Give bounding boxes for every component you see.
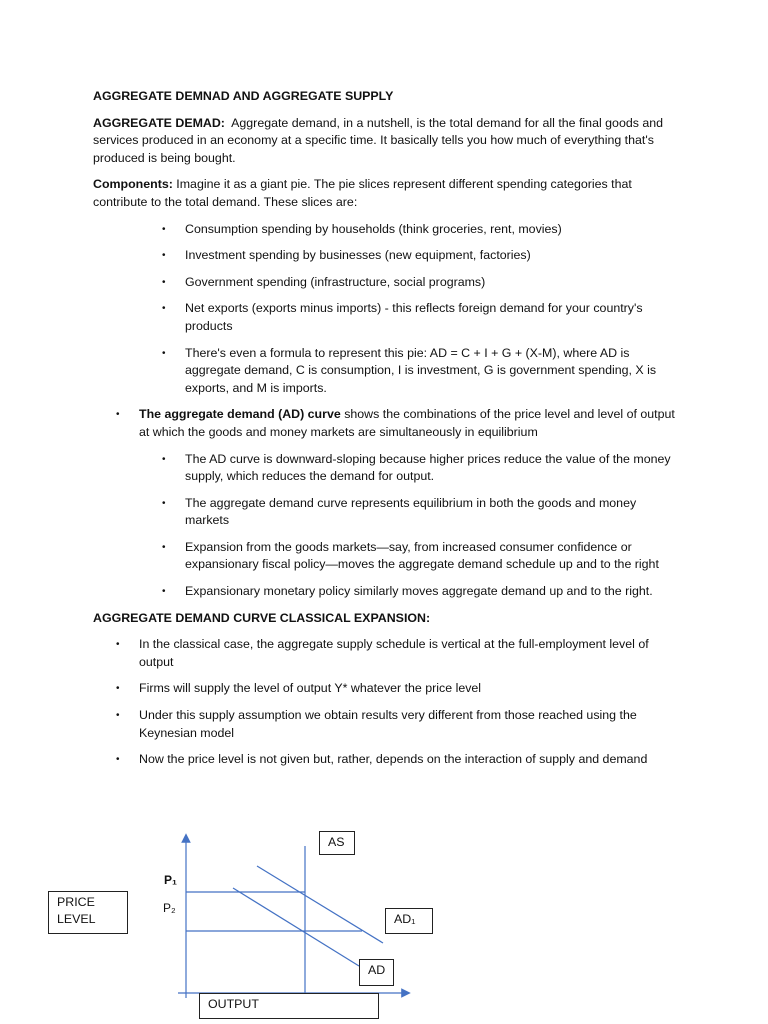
price-level-box	[48, 891, 128, 934]
list-item: • Consumption spending by households (think groceries, rent, movies)	[185, 221, 683, 239]
price-label-line1: PRICE	[57, 895, 95, 909]
list-item: • Investment spending by businesses (new equipment, factories)	[185, 247, 683, 265]
as-label-box: AS	[319, 831, 355, 855]
list-item: • Firms will supply the level of output Y* whatever the price level	[139, 680, 683, 698]
components-list	[93, 221, 683, 398]
ad-label-box: AD	[359, 959, 394, 986]
components-text: Imagine it as a giant pie. The pie slices represent different spending categories that contribute to the total demand. These slices are:	[93, 177, 632, 209]
components-paragraph	[93, 176, 683, 211]
components-label: Components:	[93, 177, 173, 192]
document-body	[93, 88, 683, 778]
ad1-label-box: AD₁	[385, 908, 433, 934]
list-item: • Net exports (exports minus imports) - this reflects foreign demand for your country's products	[185, 300, 683, 335]
ad-definition-text: Aggregate demand, in a nutshell, is the total demand for all the final goods and services produced in an economy at a specific time. It basically tells you how much of everything that's produced is being bought.	[93, 115, 664, 165]
list-item: • In the classical case, the aggregate supply schedule is vertical at the full-employment level of output	[139, 636, 683, 671]
ad-definition	[93, 115, 683, 168]
classical-list	[93, 636, 683, 769]
output-label-box: OUTPUT	[199, 993, 379, 1019]
ad-curve	[233, 888, 359, 966]
list-item: • Expansionary monetary policy similarly moves aggregate demand up and to the right.	[185, 583, 683, 601]
ad-curve-list	[93, 406, 683, 600]
list-item: • The AD curve is downward-sloping because higher prices reduce the value of the money supply, which reduces the demand for output.	[185, 451, 683, 486]
ad-curve-sublist	[139, 451, 683, 601]
list-item: • There's even a formula to represent this pie: AD = C + I + G + (X-M), where AD is aggregate demand, C is consumption, I is investment, G is government spending, X is exports, and M is imports.	[185, 345, 683, 398]
ad-curve-bold: The aggregate demand (AD) curve	[139, 407, 341, 422]
list-item: • Expansion from the goods markets—say, from increased consumer confidence or expansionary fiscal policy—moves the aggregate demand schedule up and to the right	[185, 539, 683, 574]
p1-label: P₁	[164, 873, 177, 887]
list-item: • Now the price level is not given but, rather, depends on the interaction of supply and demand	[139, 751, 683, 769]
ad-curve-text: shows the combinations of the price level and level of output at which the goods and money markets are simultaneously in equilibrium	[139, 407, 675, 439]
list-item	[139, 406, 683, 600]
ad-definition-label: AGGREGATE DEMAD:	[93, 115, 225, 130]
price-label-line2: LEVEL	[57, 912, 96, 926]
p2-label: P₂	[163, 901, 176, 915]
classical-heading: AGGREGATE DEMAND CURVE CLASSICAL EXPANSION:	[93, 610, 431, 625]
list-item: • Government spending (infrastructure, social programs)	[185, 274, 683, 292]
list-item: • Under this supply assumption we obtain results very different from those reached using the Keynesian model	[139, 707, 683, 742]
list-item: • The aggregate demand curve represents equilibrium in both the goods and money markets	[185, 495, 683, 530]
ad-as-diagram	[0, 828, 768, 1024]
page-title: AGGREGATE DEMNAD AND AGGREGATE SUPPLY	[93, 89, 394, 103]
